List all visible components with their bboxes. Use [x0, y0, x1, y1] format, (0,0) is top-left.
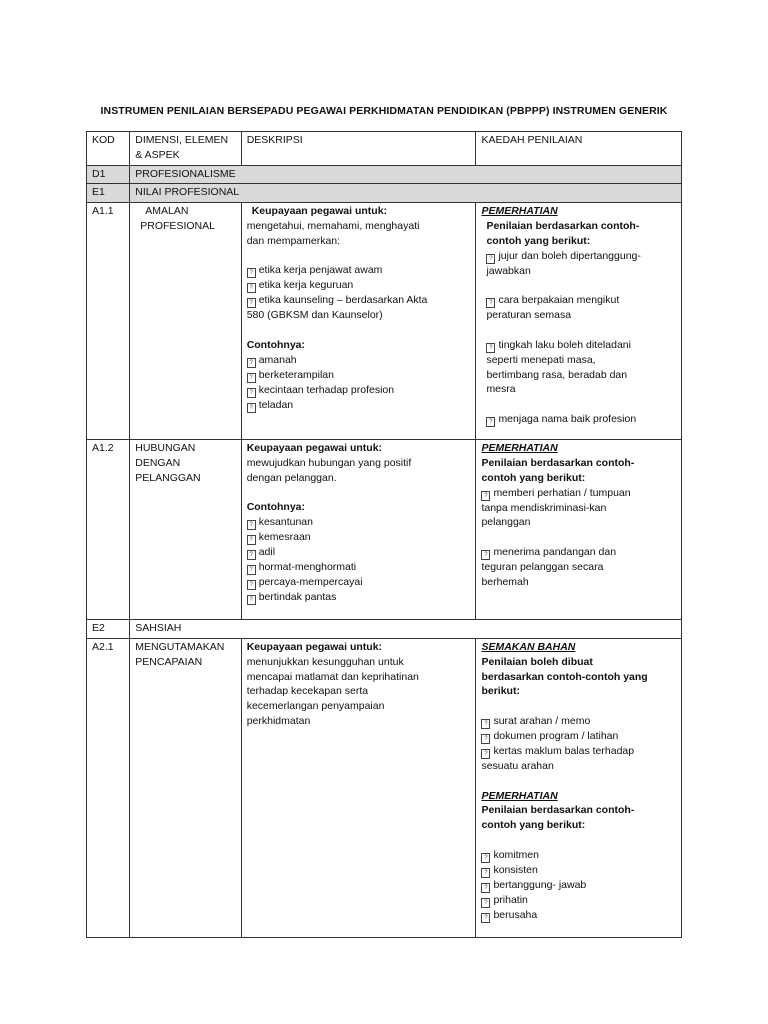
band-label: NILAI PROFESIONAL — [130, 184, 682, 203]
desc-title: Keupayaan pegawai untuk: — [251, 205, 388, 218]
desc-line: kecemerlangan penyampaian — [246, 700, 385, 713]
desc-line: perkhidmatan — [246, 714, 311, 727]
row-kaedah — [476, 440, 682, 620]
example-title: Contohnya: — [246, 338, 306, 351]
table-row-a21 — [87, 638, 682, 937]
bullet-icon: ? — [247, 565, 256, 575]
example-item: ? percaya-mempercayai — [247, 575, 471, 590]
bullet-icon: ? — [247, 373, 256, 383]
bullet-icon: ? — [481, 898, 490, 908]
row-aspek — [130, 440, 241, 620]
bullet-icon: ? — [486, 298, 495, 308]
row-kod: A1.2 — [87, 440, 130, 620]
method-line: mesra — [486, 383, 516, 396]
table-row-a12 — [87, 440, 682, 620]
bullet-icon: ? — [247, 403, 256, 413]
row-kod: A1.1 — [87, 203, 130, 440]
method-intro: berikut: — [481, 685, 520, 698]
bullet-icon: ? — [486, 417, 495, 427]
desc-bullet: ? etika kaunseling – berdasarkan Akta — [247, 293, 471, 308]
method-intro: Penilaian berdasarkan contoh- — [481, 804, 635, 817]
bullet-icon: ? — [481, 868, 490, 878]
method-intro: contoh yang berikut: — [486, 234, 591, 247]
bullet-icon: ? — [247, 535, 256, 545]
desc-line: dan mempamerkan: — [246, 234, 341, 247]
bullet-icon: ? — [481, 883, 490, 893]
desc-line: mengetahui, memahami, menghayati — [246, 219, 420, 232]
method-item: ? prihatin — [481, 893, 676, 908]
header-dimensi — [130, 132, 241, 166]
method-item: ? dokumen program / latihan — [481, 729, 676, 744]
method-line: pelanggan — [481, 516, 531, 529]
row-deskripsi — [241, 203, 476, 440]
bullet-icon: ? — [481, 853, 490, 863]
row-deskripsi — [241, 440, 476, 620]
band-row-d1 — [87, 165, 682, 184]
method-item: ? jujur dan boleh dipertanggung- — [481, 249, 676, 264]
aspek-line: PROFESIONAL — [140, 219, 215, 232]
method-item: ? menjaga nama baik profesion — [481, 412, 676, 427]
band-kod: E1 — [87, 184, 130, 203]
aspek-line: MENGUTAMAKAN — [135, 640, 225, 653]
example-item: ? berketerampilan — [247, 368, 471, 383]
method-line: jawabkan — [486, 264, 531, 277]
row-kaedah — [476, 638, 682, 937]
assessment-table — [86, 131, 682, 938]
aspek-line: AMALAN — [145, 205, 189, 218]
desc-bullet: ? etika kerja keguruan — [247, 278, 471, 293]
bullet-icon: ? — [481, 550, 490, 560]
method-intro: Penilaian berdasarkan contoh- — [486, 219, 640, 232]
method-item: ? tingkah laku boleh diteladani — [481, 338, 676, 353]
method-item: ? kertas maklum balas terhadap — [481, 744, 676, 759]
example-item: ? adil — [247, 545, 471, 560]
band-label: PROFESIONALISME — [130, 165, 682, 184]
band-kod: D1 — [87, 165, 130, 184]
method-item: ? memberi perhatian / tumpuan — [481, 486, 676, 501]
bullet-icon: ? — [481, 719, 490, 729]
row-deskripsi — [241, 638, 476, 937]
desc-bullet: ? etika kerja penjawat awam — [247, 263, 471, 278]
method-intro: Penilaian berdasarkan contoh- — [481, 456, 635, 469]
header-kod: KOD — [87, 132, 130, 166]
example-item: ? kesantunan — [247, 515, 471, 530]
aspek-line: PELANGGAN — [135, 471, 201, 484]
desc-line: menunjukkan kesungguhan untuk — [246, 655, 404, 668]
bullet-icon: ? — [247, 580, 256, 590]
bullet-icon: ? — [481, 913, 490, 923]
method-line: bertimbang rasa, beradab dan — [486, 368, 628, 381]
method-line: berhemah — [481, 575, 529, 588]
aspek-line: DENGAN — [135, 456, 181, 469]
bullet-icon: ? — [481, 749, 490, 759]
method-intro: contoh yang berikut: — [481, 819, 586, 832]
example-item: ? kemesraan — [247, 530, 471, 545]
method-item: ? surat arahan / memo — [481, 714, 676, 729]
bullet-icon: ? — [247, 388, 256, 398]
bullet-icon: ? — [486, 343, 495, 353]
band-kod: E2 — [87, 620, 130, 639]
method-item: ? bertanggung- jawab — [481, 878, 676, 893]
bullet-icon: ? — [481, 491, 490, 501]
method-item: ? konsisten — [481, 863, 676, 878]
method-title: SEMAKAN BAHAN — [481, 640, 576, 653]
band-row-e1 — [87, 184, 682, 203]
band-row-e2 — [87, 620, 682, 639]
row-aspek — [130, 638, 241, 937]
method-item: ? berusaha — [481, 908, 676, 923]
bullet-icon: ? — [247, 520, 256, 530]
method-intro: Penilaian boleh dibuat — [481, 655, 593, 668]
aspek-line: HUBUNGAN — [135, 442, 196, 455]
desc-title: Keupayaan pegawai untuk: — [246, 442, 383, 455]
desc-line: terhadap kecekapan serta — [246, 685, 369, 698]
desc-line: 580 (GBKSM dan Kaunselor) — [246, 309, 383, 322]
method-line: peraturan semasa — [486, 309, 572, 322]
aspek-line: PENCAPAIAN — [135, 655, 203, 668]
band-label: SAHSIAH — [130, 620, 682, 639]
example-item: ? teladan — [247, 398, 471, 413]
method-item: ? menerima pandangan dan — [481, 545, 676, 560]
header-dimensi-line: DIMENSI, ELEMEN — [135, 134, 229, 146]
method-title: PEMERHATIAN — [481, 442, 558, 455]
method-item: ? komitmen — [481, 848, 676, 863]
example-item: ? kecintaan terhadap profesion — [247, 383, 471, 398]
row-aspek — [130, 203, 241, 440]
desc-title: Keupayaan pegawai untuk: — [246, 640, 383, 653]
table-row-a11 — [87, 203, 682, 440]
method-line: teguran pelanggan secara — [481, 560, 604, 573]
example-title: Contohnya: — [246, 501, 306, 514]
desc-line: dengan pelanggan. — [246, 471, 337, 484]
bullet-icon: ? — [247, 550, 256, 560]
bullet-icon: ? — [247, 358, 256, 368]
bullet-icon: ? — [486, 254, 495, 264]
row-kaedah — [476, 203, 682, 440]
bullet-icon: ? — [247, 595, 256, 605]
example-item: ? bertindak pantas — [247, 590, 471, 605]
table-header-row — [87, 132, 682, 166]
method-title: PEMERHATIAN — [481, 205, 558, 218]
bullet-icon: ? — [481, 734, 490, 744]
row-kod: A2.1 — [87, 638, 130, 937]
method-item: ? cara berpakaian mengikut — [481, 293, 676, 308]
example-item: ? amanah — [247, 353, 471, 368]
method-title: PEMERHATIAN — [481, 789, 558, 802]
desc-line: mewujudkan hubungan yang positif — [246, 456, 412, 469]
method-line: seperti menepati masa, — [486, 353, 596, 366]
method-line: sesuatu arahan — [481, 759, 554, 772]
bullet-icon: ? — [247, 283, 256, 293]
method-intro: berdasarkan contoh-contoh yang — [481, 670, 648, 683]
header-dimensi-line: & ASPEK — [135, 148, 180, 161]
document-title: INSTRUMEN PENILAIAN BERSEPADU PEGAWAI PERKHIDMATAN PENDIDIKAN (PBPPP) INSTRUMEN GENERIK — [100, 105, 668, 117]
header-deskripsi: DESKRIPSI — [241, 132, 476, 166]
header-kaedah: KAEDAH PENILAIAN — [476, 132, 682, 166]
bullet-icon: ? — [247, 298, 256, 308]
desc-line: mencapai matlamat dan keprihatinan — [246, 670, 419, 683]
method-intro: contoh yang berikut: — [481, 471, 586, 484]
example-item: ? hormat-menghormati — [247, 560, 471, 575]
method-line: tanpa mendiskriminasi-kan — [481, 501, 607, 514]
bullet-icon: ? — [247, 268, 256, 278]
